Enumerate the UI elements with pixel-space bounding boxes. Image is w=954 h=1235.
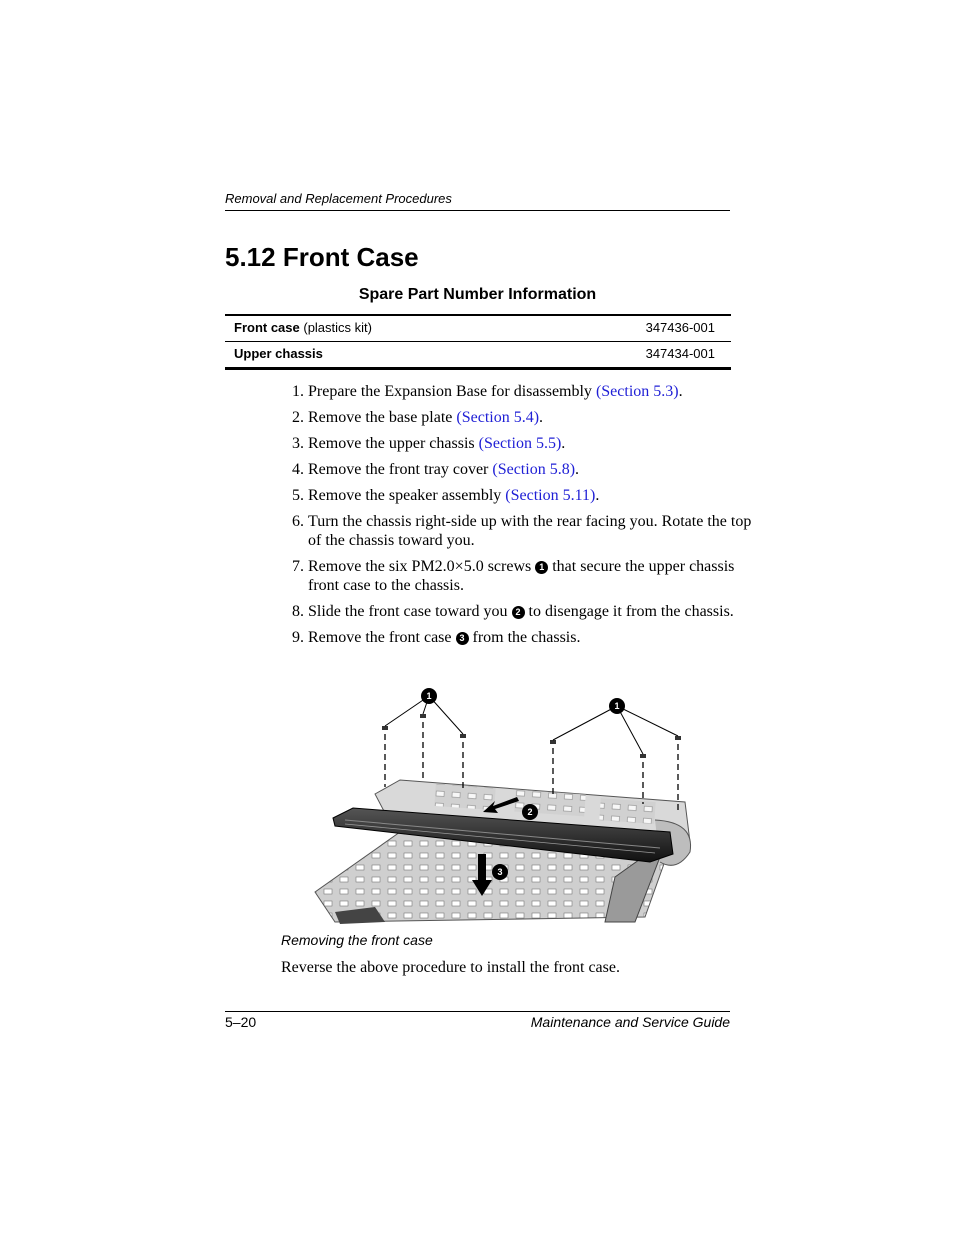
front-case-illustration xyxy=(305,682,705,927)
step-text: Remove the six PM2.0×5.0 screws xyxy=(308,558,536,575)
step-punct: . xyxy=(575,461,580,478)
step-text: Remove the upper chassis xyxy=(308,435,479,452)
section-link[interactable]: (Section 5.5) xyxy=(478,435,562,452)
procedure-steps xyxy=(288,382,753,654)
part-name-cell xyxy=(225,315,540,342)
part-name: Upper chassis xyxy=(234,346,323,361)
callout-1-icon xyxy=(609,698,625,714)
step-text: that secure the upper chassis front case to the chassis. xyxy=(308,558,735,594)
step-item xyxy=(308,512,753,550)
callout-3-icon xyxy=(492,864,508,880)
running-header: Removal and Replacement Procedures xyxy=(225,191,730,211)
step-punct: . xyxy=(678,383,683,400)
callout-1-icon xyxy=(421,688,437,704)
step-text: Turn the chassis right-side up with the rear facing you. Rotate the top of the chassis toward you. xyxy=(308,513,752,549)
figure-caption: Removing the front case xyxy=(281,932,433,948)
section-link[interactable]: (Section 5.3) xyxy=(595,383,679,400)
table-row xyxy=(225,342,731,369)
part-name-cell xyxy=(225,342,540,369)
callout-1-icon: 1 xyxy=(535,561,548,574)
part-number: 347434-001 xyxy=(540,342,731,369)
part-name: Front case xyxy=(234,320,300,335)
step-item xyxy=(308,408,753,427)
step-text: Remove the base plate xyxy=(308,409,457,426)
footer-divider xyxy=(225,1011,730,1012)
chassis-exploded-view xyxy=(305,682,705,927)
svg-text:3: 3 xyxy=(497,867,503,877)
page-number: 5–20 xyxy=(225,1014,257,1030)
spare-parts-table xyxy=(225,314,731,370)
step-text: to disengage it from the chassis. xyxy=(524,603,734,620)
section-link[interactable]: (Section 5.11) xyxy=(505,487,596,504)
step-item xyxy=(308,628,753,647)
closing-instruction: Reverse the above procedure to install the front case. xyxy=(281,959,620,976)
section-link[interactable]: (Section 5.8) xyxy=(492,461,576,478)
callout-2-icon xyxy=(522,804,538,820)
step-item xyxy=(308,382,753,401)
step-item xyxy=(308,460,753,479)
svg-text:1: 1 xyxy=(614,701,620,711)
step-punct: . xyxy=(595,487,600,504)
step-item xyxy=(308,602,753,621)
callout-2-icon: 2 xyxy=(512,606,525,619)
footer-guide-title: Maintenance and Service Guide xyxy=(530,1014,730,1030)
step-text: Remove the front case xyxy=(308,629,456,646)
part-qualifier: (plastics kit) xyxy=(299,320,372,335)
table-caption: Spare Part Number Information xyxy=(358,286,597,303)
svg-text:1: 1 xyxy=(426,691,432,701)
step-item xyxy=(308,434,753,453)
step-punct: . xyxy=(561,435,566,452)
step-item xyxy=(308,557,753,595)
callout-3-icon: 3 xyxy=(456,632,469,645)
step-text: from the chassis. xyxy=(468,629,581,646)
step-text: Prepare the Expansion Base for disassembly xyxy=(308,383,596,400)
table-row xyxy=(225,315,731,342)
step-text: Remove the front tray cover xyxy=(308,461,493,478)
step-text: Slide the front case toward you xyxy=(308,603,512,620)
section-link[interactable]: (Section 5.4) xyxy=(456,409,540,426)
step-punct: . xyxy=(539,409,544,426)
step-text: Remove the speaker assembly xyxy=(308,487,506,504)
svg-text:2: 2 xyxy=(527,807,533,817)
part-number: 347436-001 xyxy=(540,315,731,342)
section-title: 5.12 Front Case xyxy=(225,242,419,272)
step-item xyxy=(308,486,753,505)
